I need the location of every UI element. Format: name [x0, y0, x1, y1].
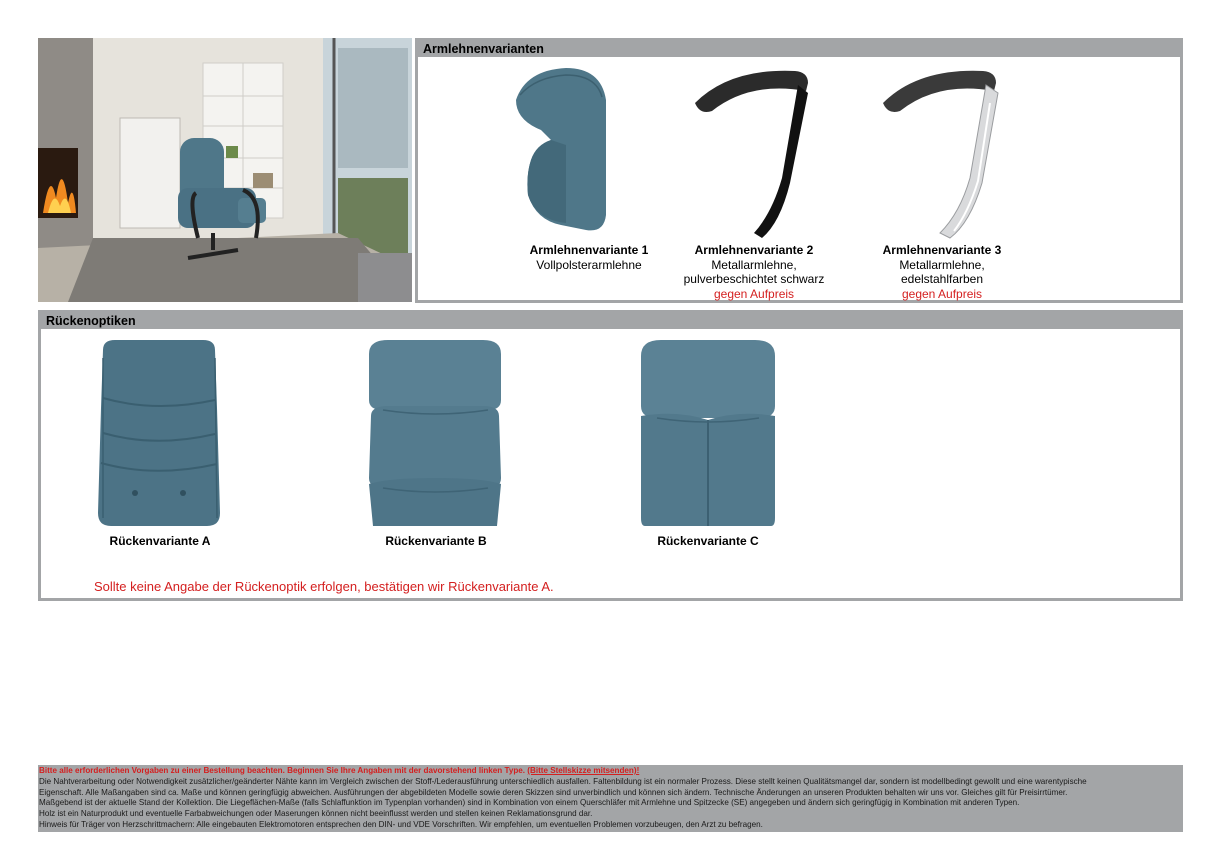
back-variant-c-image — [637, 338, 779, 528]
back-variant-b-label: Rückenvariante B — [385, 534, 487, 548]
armrest-variant-2-image — [690, 63, 815, 243]
footer-warning-line — [39, 766, 1182, 777]
armrest-variant-3-image — [878, 63, 1003, 243]
armrest-variant-3-desc-line-2: edelstahlfarben — [900, 272, 984, 286]
back-variant-c-label: Rückenvariante C — [657, 534, 759, 548]
back-default-note: Sollte keine Angabe der Rückenoptik erfolgen, bestätigen wir Rückenvariante A. — [94, 579, 554, 594]
footer-line-5: Hinweis für Träger von Herzschrittmachern: Alle eingebauten Elektromotoren entsprechen den DIN- und VDE Vorschriften. Wir empfehlen, um eventuellen Problemen vorzubeugen, den Arzt zu befragen. — [39, 819, 763, 829]
back-variant-b-image — [363, 338, 508, 528]
footer-line-4: Holz ist ein Naturprodukt und eventuelle Farbabweichungen oder Maserungen können nicht beeinflusst werden und stellen keinen Reklamationsgrund dar. — [39, 809, 593, 819]
room-photo — [38, 38, 412, 302]
armrest-section-title: Armlehnenvarianten — [418, 41, 1180, 57]
armrest-section — [415, 38, 1183, 303]
footer-line-2: Eigenschaft. Alle Maßangaben sind ca. Maße und können geringfügig abweichen. Ausführungen der abgebildeten Modelle sowie deren Skizzen sind unverbindlich und können sich ändern. Technische Änderungen an unseren Produkten behalten wir uns vor. Gleiches gilt für Preisirrtümer. — [39, 787, 1068, 797]
back-variant-a-image — [95, 338, 223, 528]
back-variant-a-label: Rückenvariante A — [109, 534, 211, 548]
armrest-variant-3-price-note: gegen Aufpreis — [901, 286, 983, 301]
footer-warning-link: (Bitte Stellskizze mitsenden)! — [527, 766, 640, 775]
armrest-variant-3-caption — [842, 243, 1042, 301]
armrest-variant-1-image — [506, 65, 616, 235]
armrest-variant-2-desc-line-1: Metallarmlehne, — [711, 257, 797, 272]
armrest-variant-2-price-note: gegen Aufpreis — [713, 286, 795, 301]
footer-notes — [38, 765, 1183, 832]
back-section-title: Rückenoptiken — [41, 313, 1180, 329]
armrest-variant-2-caption — [654, 243, 854, 301]
footer-warning: Bitte alle erforderlichen Vorgaben zu einer Bestellung beachten. Beginnen Sie Ihre Angaben mit der davorstehend linken Type. — [39, 766, 526, 775]
armrest-variant-2-desc-line-2: pulverbeschichtet schwarz — [683, 272, 825, 286]
armrest-variant-1-name: Armlehnenvariante 1 — [529, 243, 649, 257]
armrest-variant-3-name: Armlehnenvariante 3 — [882, 243, 1002, 257]
armrest-variant-3-desc-line-1: Metallarmlehne, — [899, 257, 985, 272]
footer-line-3: Maßgebend ist der aktuelle Stand der Kollektion. Die Liegeflächen-Maße (falls Schlaffunktion im Typenplan vorhanden) sind in Kombination von einem Querschläfer mit Armlehne und Spitzecke (SE) angegeben und ändern sich geringfügig in Kombination mit anderen Typen. — [39, 798, 1020, 808]
back-section — [38, 310, 1183, 601]
armrest-variant-2-name: Armlehnenvariante 2 — [694, 243, 814, 257]
armrest-variant-1-desc: Vollpolsterarmlehne — [536, 257, 642, 272]
footer-line-1: Die Nahtverarbeitung oder Notwendigkeit zusätzlicher/geänderter Nähte kann im Vergleich zwischen der Stoff-/Lederausführung unterschiedlich ausfallen. Faltenbildung ist ein normaler Prozess. Diese stellt keinen Qualitätsmangel dar, sondern ist modellbedingt gewollt und eine warentypische — [39, 776, 1087, 786]
room-photo-image — [38, 38, 412, 302]
